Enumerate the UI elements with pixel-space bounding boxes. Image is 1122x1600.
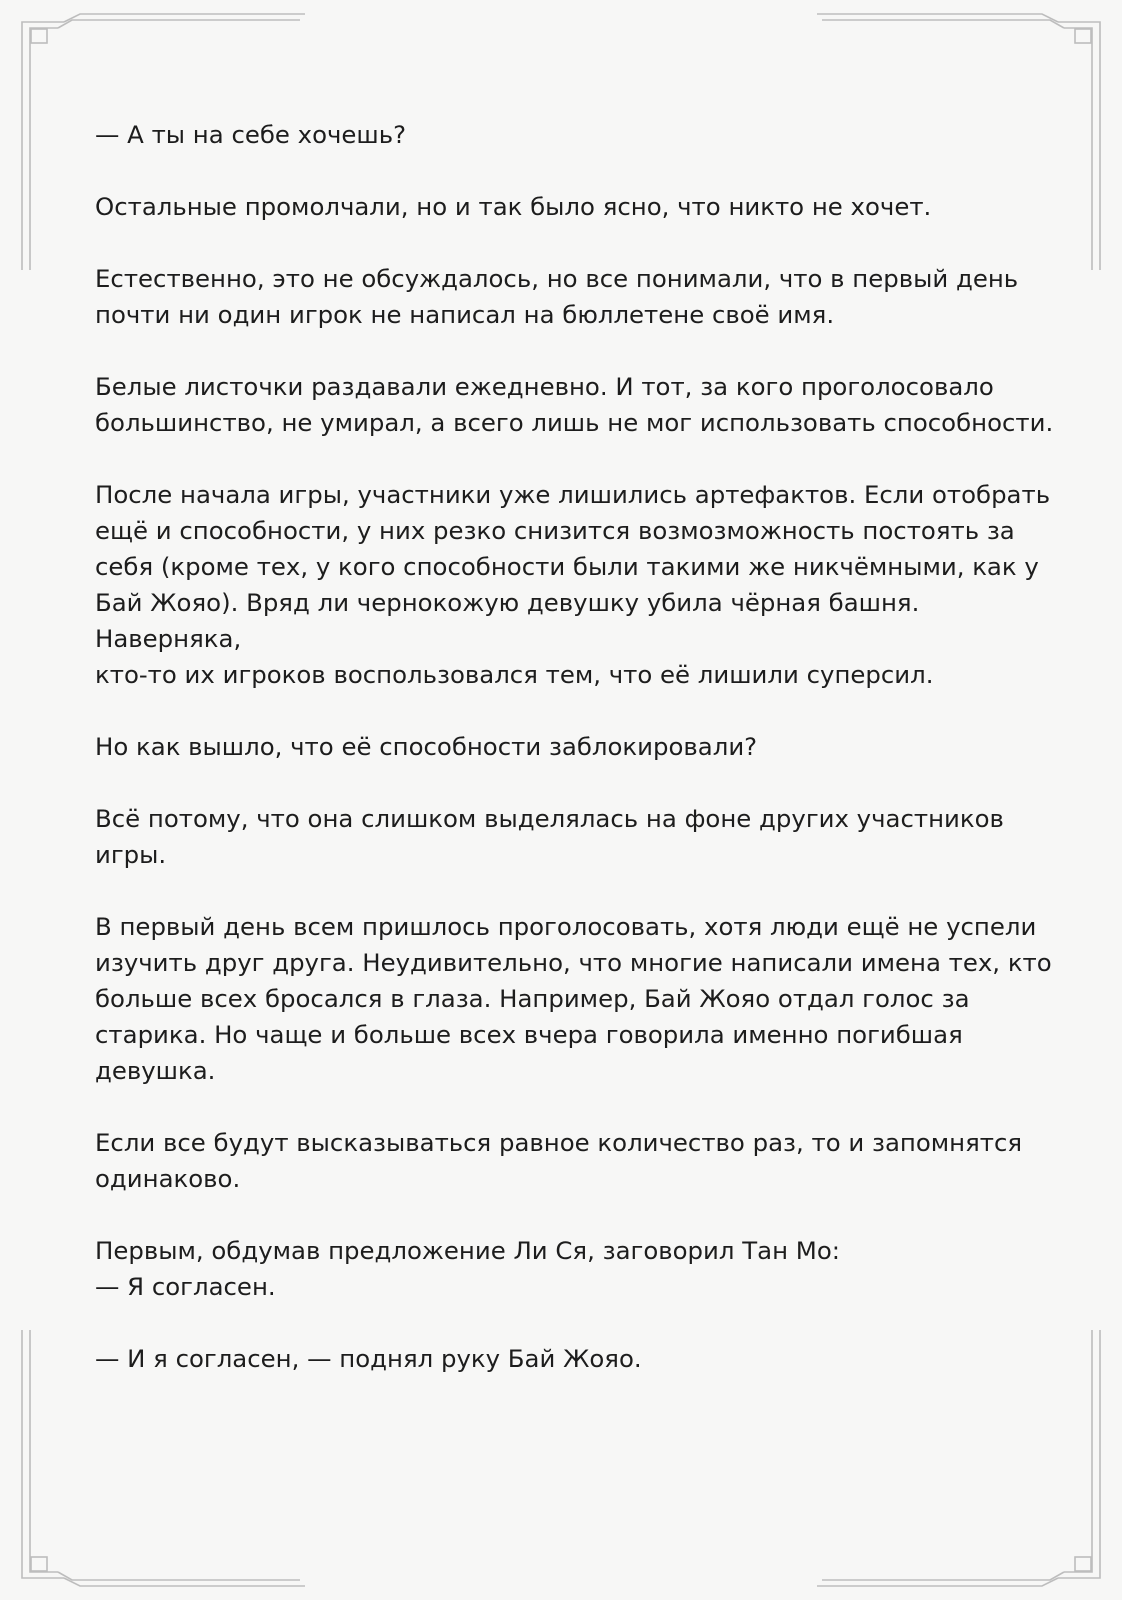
paragraph-10: Первым, обдумав предложение Ли Ся, заговорил Тан Мо:: [95, 1236, 840, 1265]
paragraph-1: — А ты на себе хочешь?: [95, 120, 407, 149]
paragraph-11: — Я согласен.: [95, 1272, 276, 1301]
paragraph-7: Всё потому, что она слишком выделялась на фоне других участников игры.: [95, 804, 1004, 869]
document-body: [95, 117, 1055, 1413]
paragraph-5: После начала игры, участники уже лишились артефактов. Если отобрать ещё и способности, у них резко снизится возмозможность постоять за себя (кроме тех, у кого способности были такими же никчёмными, как у Бай Жояо). Вряд ли чернокожую девушку убила чёрная башня. Наверняка, кто-то их игроков воспользовался тем, что её лишили суперсил.: [95, 480, 1051, 689]
paragraph-3: Естественно, это не обсуждалось, но все понимали, что в первый день почти ни один игрок не написал на бюллетене своё имя.: [95, 264, 1019, 329]
paragraph-4: Белые листочки раздавали ежедневно. И тот, за кого проголосовало большинство, не умирал, а всего лишь не мог использовать способности.: [95, 372, 1054, 437]
paragraph-9: Если все будут высказываться равное количество раз, то и запомнятся одинаково.: [95, 1128, 1023, 1193]
paragraph-2: Остальные промолчали, но и так было ясно, что никто не хочет.: [95, 192, 932, 221]
paragraph-6: Но как вышло, что её способности заблокировали?: [95, 732, 758, 761]
paragraph-12: — И я согласен, — поднял руку Бай Жояо.: [95, 1344, 642, 1373]
paragraph-8: В первый день всем пришлось проголосовать, хотя люди ещё не успели изучить друг друга. Неудивительно, что многие написали имена тех, кто больше всех бросался в глаза. Например, Бай Жояо отдал голос за старика. Но чаще и больше всех вчера говорила именно погибшая девушка.: [95, 912, 1052, 1085]
